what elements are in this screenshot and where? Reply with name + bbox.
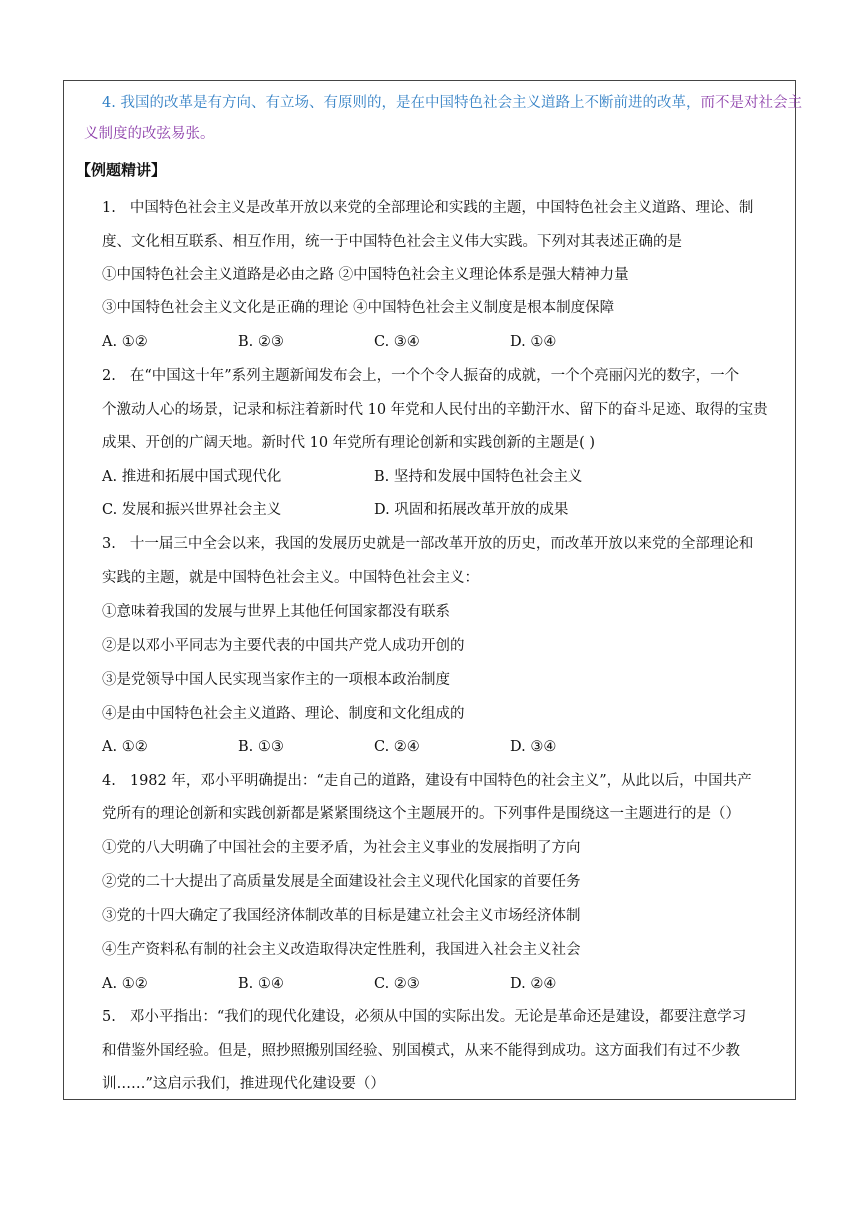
q4-line-1 [102, 771, 752, 791]
q3-statement-3: ③是党领导中国人民实现当家作主的一项根本政治制度 [102, 672, 450, 688]
q1-number: 1. [102, 200, 116, 216]
q3-text-1: 十一届三中全会以来，我国的发展历史就是一部改革开放的历史，而改革开放以来党的全部理论和 [129, 536, 754, 552]
q1-line-2: 度、文化相互联系、相互作用，统一于中国特色社会主义伟大实践。下列对其表述正确的是 [102, 234, 682, 250]
q4-statement-2: ②党的二十大提出了高质量发展是全面建设社会主义现代化国家的首要任务 [102, 874, 581, 890]
q2-option-b: B. 坚持和发展中国特色社会主义 [374, 469, 583, 485]
q4-option-d: D. ②④ [510, 976, 557, 992]
q3-option-a: A. ①② [102, 739, 148, 755]
q4-option-b: B. ①④ [238, 976, 284, 992]
intro-purple-text: 而不是对社会主 [700, 95, 802, 111]
q5-text-1: 邓小平指出：“我们的现代化建设，必须从中国的实际出发。无论是革命还是建设，都要注意学习 [129, 1009, 747, 1025]
q1-option-c: C. ③④ [374, 334, 420, 350]
q3-number: 3. [102, 536, 116, 552]
q2-line-3: 成果、开创的广阔天地。新时代 10 年党所有理论创新和实践创新的主题是( ) [102, 435, 596, 451]
q3-option-d: D. ③④ [510, 739, 557, 755]
q3-statement-2: ②是以邓小平同志为主要代表的中国共产党人成功开创的 [102, 638, 465, 654]
q3-line-1 [102, 534, 753, 554]
q3-option-c: C. ②④ [374, 739, 420, 755]
q5-line-1 [102, 1007, 746, 1027]
q4-line-2: 党所有的理论创新和实践创新都是紧紧围绕这个主题展开的。下列事件是围绕这一主题进行的是（） [102, 806, 740, 822]
q5-number: 5. [102, 1009, 116, 1025]
q1-statement-1: ①中国特色社会主义道路是必由之路 ②中国特色社会主义理论体系是强大精神力量 [102, 267, 629, 283]
q4-text-1: 1982 年，邓小平明确提出：“走自己的道路，建设有中国特色的社会主义”，从此以后，中国共产 [129, 773, 752, 789]
q2-line-2: 个激动人心的场景，记录和标注着新时代 10 年党和人民付出的辛勤汗水、留下的奋斗足迹、取得的宝贵 [102, 402, 768, 418]
intro-line-1 [102, 93, 802, 113]
q1-option-a: A. ①② [102, 334, 148, 350]
q4-option-a: A. ①② [102, 976, 148, 992]
q1-option-b: B. ②③ [238, 334, 284, 350]
q5-line-3: 训……”这启示我们，推进现代化建设要（） [102, 1076, 385, 1092]
q3-option-b: B. ①③ [238, 739, 284, 755]
q4-statement-4: ④生产资料私有制的社会主义改造取得决定性胜利，我国进入社会主义社会 [102, 942, 581, 958]
q3-statement-1: ①意味着我国的发展与世界上其他任何国家都没有联系 [102, 604, 450, 620]
intro-blue-text: 4. 我国的改革是有方向、有立场、有原则的，是在中国特色社会主义道路上不断前进的改革， [102, 95, 701, 111]
q1-text-1: 中国特色社会主义是改革开放以来党的全部理论和实践的主题，中国特色社会主义道路、理论、制 [129, 200, 754, 216]
q1-line-1 [102, 198, 753, 218]
q5-line-2: 和借鉴外国经验。但是，照抄照搬别国经验、别国模式，从来不能得到成功。这方面我们有过不少教 [102, 1043, 740, 1059]
q1-option-d: D. ①④ [510, 334, 557, 350]
q4-number: 4. [102, 773, 116, 789]
q1-statement-2: ③中国特色社会主义文化是正确的理论 ④中国特色社会主义制度是根本制度保障 [102, 300, 615, 316]
section-heading: 【例题精讲】 [76, 161, 167, 179]
q2-line-1 [102, 366, 739, 386]
q4-statement-1: ①党的八大明确了中国社会的主要矛盾，为社会主义事业的发展指明了方向 [102, 840, 581, 856]
q4-statement-3: ③党的十四大确定了我国经济体制改革的目标是建立社会主义市场经济体制 [102, 908, 581, 924]
q2-option-c: C. 发展和振兴世界社会主义 [102, 502, 282, 518]
intro-line-2: 义制度的改弦易张。 [84, 126, 215, 142]
q3-line-2: 实践的主题，就是中国特色社会主义。中国特色社会主义： [102, 570, 479, 586]
q2-text-1: 在“中国这十年”系列主题新闻发布会上，一个个令人振奋的成就，一个个亮丽闪光的数字，一个 [129, 368, 740, 384]
q2-number: 2. [102, 368, 116, 384]
q2-option-a: A. 推进和拓展中国式现代化 [102, 469, 282, 485]
q4-option-c: C. ②③ [374, 976, 420, 992]
q3-statement-4: ④是由中国特色社会主义道路、理论、制度和文化组成的 [102, 706, 465, 722]
q2-option-d: D. 巩固和拓展改革开放的成果 [374, 502, 569, 518]
